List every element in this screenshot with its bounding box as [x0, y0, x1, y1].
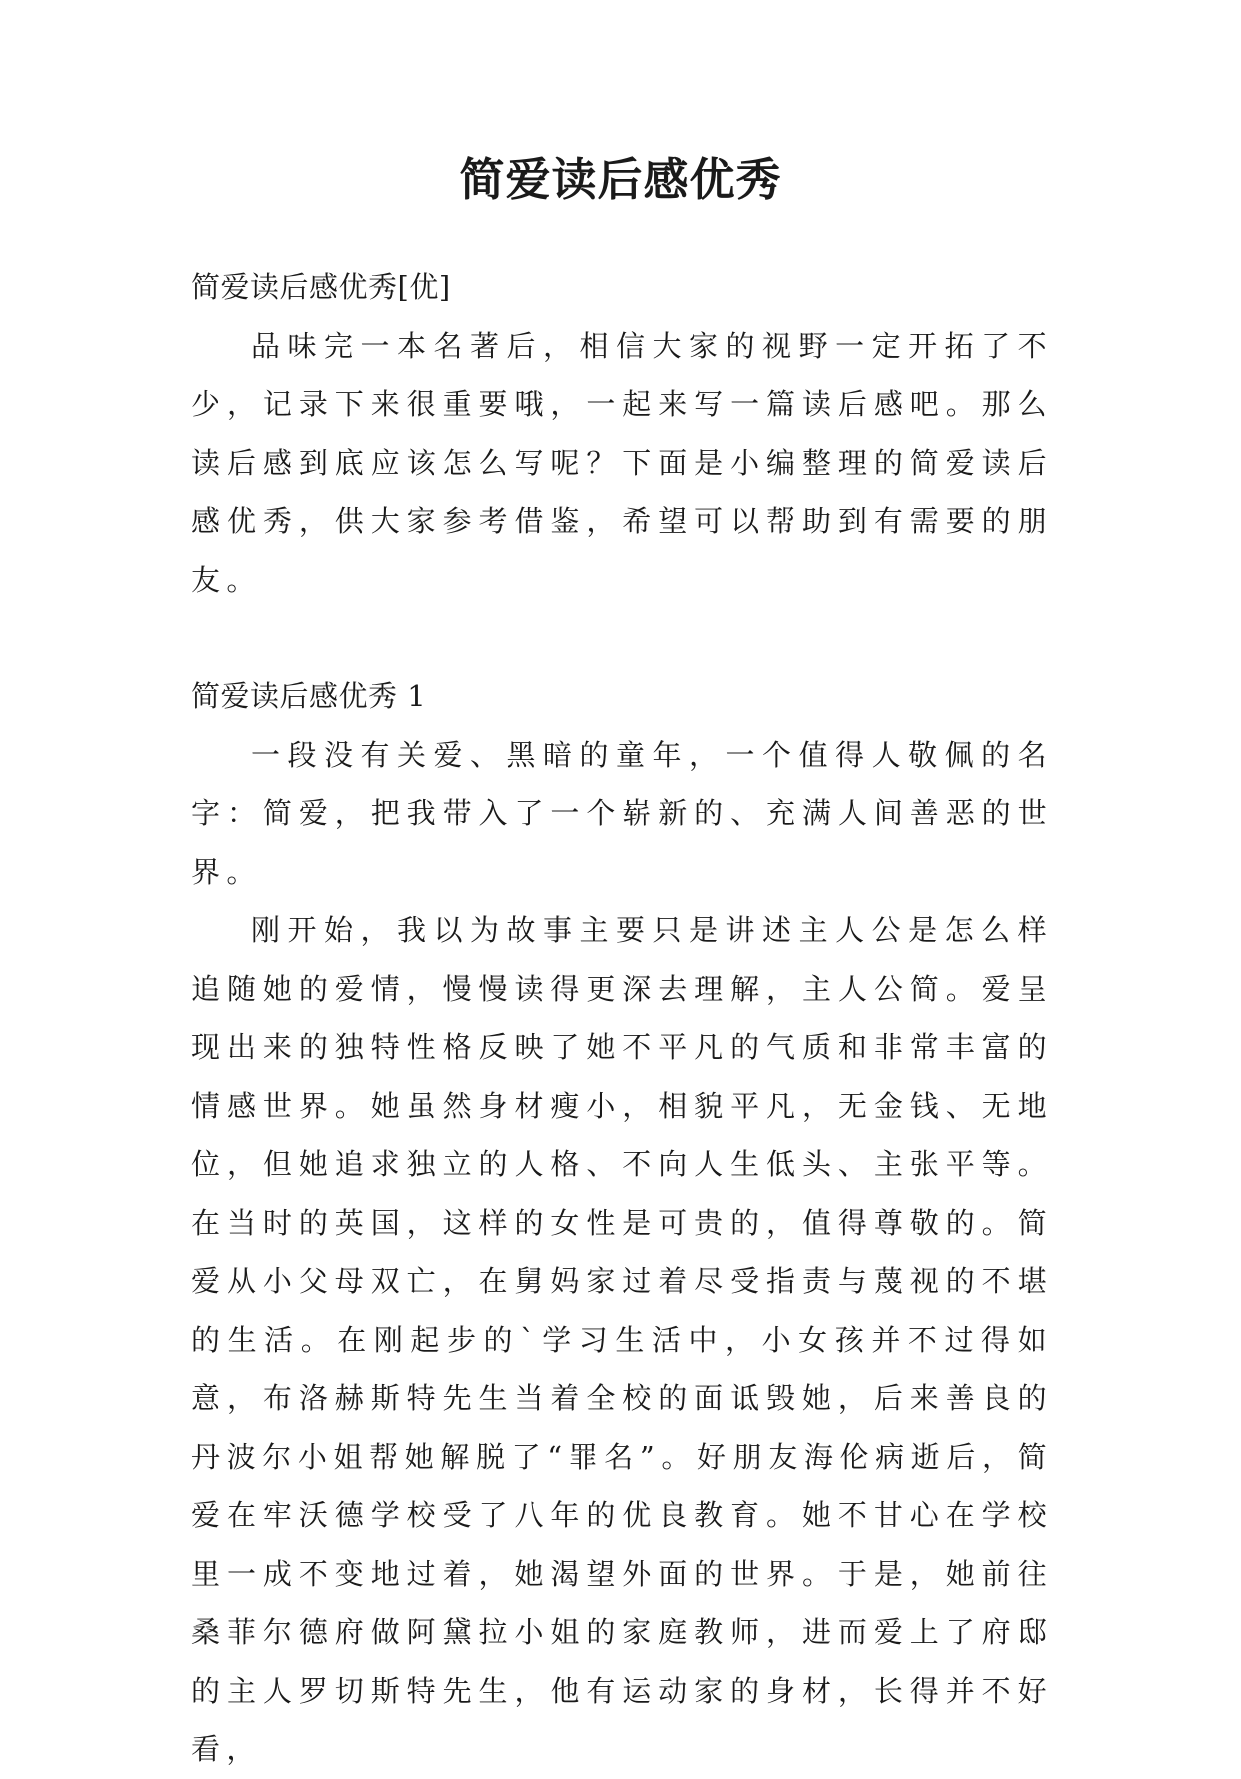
intro-heading: 简爱读后感优秀[优]	[191, 270, 451, 304]
section1-paragraph-2: 刚开始，我以为故事主要只是讲述主人公是怎么样追随她的爱情，慢慢读得更深去理解，主人公简。爱呈现出来的独特性格反映了她不平凡的气质和非常丰富的情感世界。她虽然身材瘦小，相貌平凡，无金钱、无地位，但她追求独立的人格、不向人生低头、主张平等。在当时的英国，这样的女性是可贵的，值得尊敬的。简爱从小父母双亡，在舅妈家过着尽受指责与蔑视的不堪的生活。在刚起步的`学习生活中，小女孩并不过得如意，布洛赫斯特先生当着全校的面诋毁她，后来善良的丹波尔小姐帮她解脱了“罪名”。好朋友海伦病逝后，简爱在牢沃德学校受了八年的优良教育。她不甘心在学校里一成不变地过着，她渴望外面的世界。于是，她前往桑菲尔德府做阿黛拉小姐的家庭教师，进而爱上了府邸的主人罗切斯特先生，他有运动家的身材，长得并不好看，	[191, 913, 1053, 1766]
section-spacer	[191, 609, 1053, 667]
section1-paragraph-1: 一段没有关爱、黑暗的童年，一个值得人敬佩的名字：简爱，把我带入了一个崭新的、充满人间善恶的世界。	[191, 737, 1053, 889]
intro-paragraph: 品味完一本名著后，相信大家的视野一定开拓了不少，记录下来很重要哦，一起来写一篇读后感吧。那么读后感到底应该怎么写呢？下面是小编整理的简爱读后感优秀，供大家参考借鉴，希望可以帮助到有需要的朋友。	[191, 328, 1053, 597]
section1-heading: 简爱读后感优秀 1	[191, 679, 427, 713]
document-body	[191, 258, 1053, 1779]
document-title: 简爱读后感优秀	[459, 153, 782, 206]
